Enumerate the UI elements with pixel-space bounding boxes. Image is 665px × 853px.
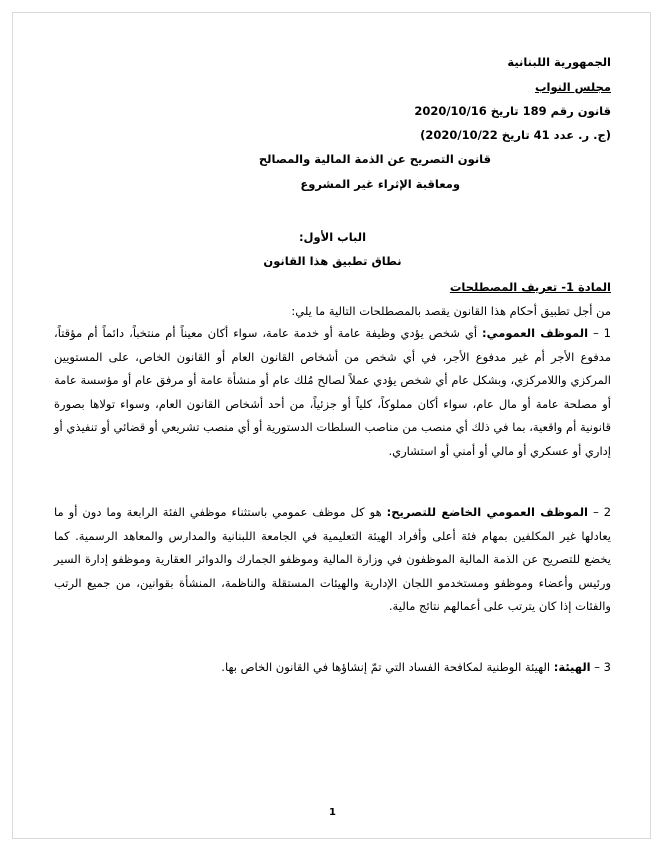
- definition-term: الموظف العمومي الخاضع للتصريح:: [386, 505, 588, 519]
- definition-term: الموظف العمومي:: [481, 326, 589, 340]
- law-title-line1: قانون التصريح عن الذمة المالية والمصالح: [258, 152, 491, 166]
- republic-name: الجمهورية اللبنانية: [507, 55, 611, 69]
- law-title-line2: ومعاقبة الإثراء غير المشروع: [300, 177, 460, 191]
- parliament-name: مجلس النواب: [534, 80, 611, 94]
- item-number: 2 –: [592, 505, 612, 519]
- definition-text: هو كل موظف عمومي باستثناء موظفي الفئة الرابعة وما دون أو ما يعادلها غير المكلفين بمهام فئة أعلى وأفراد الهيئة التعليمية في الجامعة اللبنانية والمدارس والمعاهد الرسمية. كما يخضع للتصريح عن الذمة المالية الموظفون في وزارة المالية وموظفو الجمارك والدوائر العقارية وموظفو إدارة السير ورئيس وأعضاء وموظفو ومستخدمو اللجان الإدارية والهيئات المستقلة والناظمة، المنشأة بقوانين، من جميع الرتب والفئات إذا كان يترتب على أعمالهم نتائج مالية.: [54, 505, 611, 614]
- definition-text: أي شخص يؤدي وظيفة عامة أو خدمة عامة، سواء أكان معيناً أم منتخباً، دائماً أم مؤقتاً، مدفوع الأجر أم غير مدفوع الأجر، في أي شخص من أشخاص القانون العام أو القانون الخاص، على المستويين المركزي واللامركزي، وبشكل عام أي شخص يؤدي عملاً لصالح مُلك عام أو منشأة عامة أو مرفق عام أو مؤسسة عامة أو مصلحة عامة أو مال عام، سواء أكان مملوكاً، كلياً أو جزئياً، من أحد أشخاص القانون العام، وسواء تولاها بصورة قانونية أم واقعية، بما في ذلك أي منصب من مناصب السلطات الدستورية أو أي منصب تشريعي أو قضائي أو تنفيذي أو إداري أو عسكري أو مالي أو أمني أو استشاري.: [54, 326, 611, 458]
- definition-term: الهيئة:: [553, 660, 591, 674]
- item-number: 1 –: [592, 326, 611, 340]
- chapter-title: نطاق تطبيق هذا القانون: [263, 254, 402, 268]
- item-number: 3 –: [594, 660, 611, 674]
- article1-heading: المادة 1- تعريف المصطلحات: [449, 280, 611, 294]
- page-number: 1: [329, 807, 336, 818]
- definition-item-3: [54, 656, 611, 680]
- definition-text: الهيئة الوطنية لمكافحة الفساد التي تمّ إنشاؤها في القانون الخاص بها.: [221, 660, 554, 674]
- chapter-label: الباب الأول:: [298, 230, 367, 244]
- definition-item-1: [54, 322, 611, 464]
- law-number: قانون رقم 189 تاريخ 2020/10/16: [414, 104, 611, 118]
- gazette-reference: (ج. ر. عدد 41 تاريخ 2020/10/22): [420, 128, 611, 142]
- definition-item-2: [54, 501, 611, 619]
- article1-intro: من أجل تطبيق أحكام هذا القانون يقصد بالمصطلحات التالية ما يلي:: [291, 304, 611, 318]
